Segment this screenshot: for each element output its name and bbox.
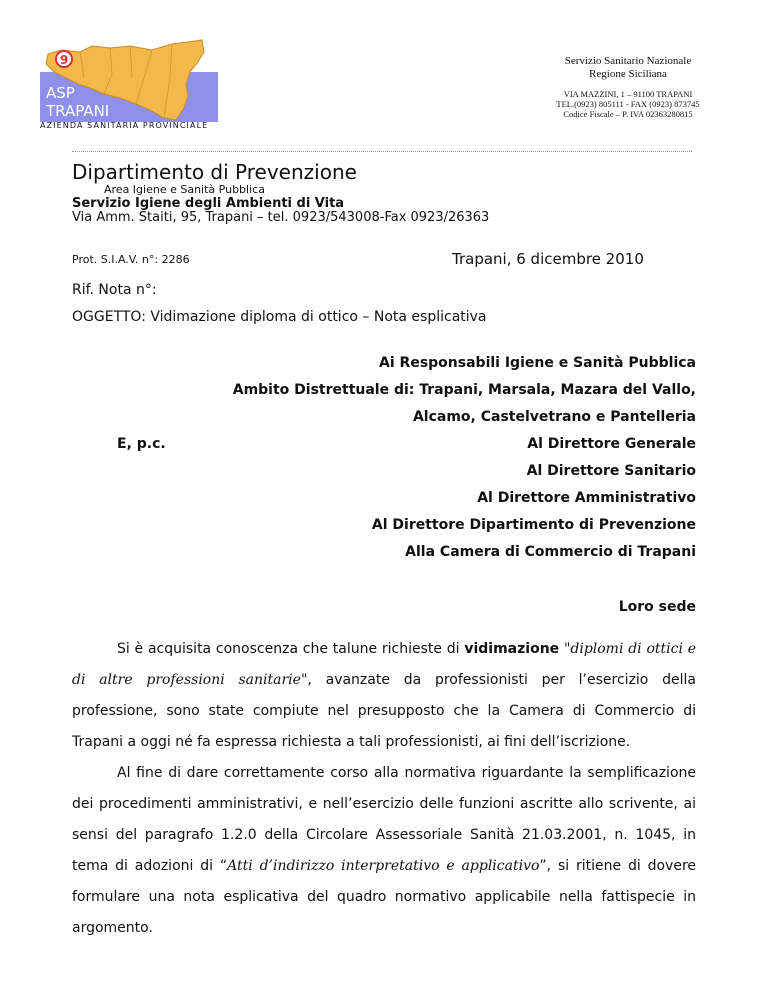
body-paragraph-2 [72, 758, 696, 944]
protocol-number: Prot. S.I.A.V. n°: 2286 [72, 253, 190, 266]
recipient-line: Ambito Distrettuale di: Trapani, Marsala, Mazara del Vallo, [232, 382, 696, 398]
para1-text-d: , avanzate da professionisti per l’esercizio della professione, sono state compiute nel presupposto che la Camera di Commercio di Trapani a oggi né fa espressa richiesta a tali professionisti, ai fini dell’iscrizione. [72, 672, 696, 750]
para2-text-a: Al fine di dare correttamente corso alla normativa riguardante la semplificazione dei procedimenti amministrativi, e nell’esercizio delle funzioni ascritte allo scrivente, ai sensi del paragrafo 1.2.0 della Circolare Assessoriale Sanità 21.03.2001, n. 1045, in tema di adozioni di “ [72, 765, 696, 874]
department-address: Via Amm. Staiti, 95, Trapani – tel. 0923/543008-Fax 0923/26363 [72, 210, 490, 225]
org-line-2: Regione Siciliana [589, 68, 667, 80]
department-title: Dipartimento di Prevenzione [72, 160, 357, 184]
org-phone: TEL.(0923) 805111 - FAX (0923) 873745 [556, 99, 700, 109]
sicily-map-logo-graphic [40, 38, 218, 134]
letter-date: Trapani, 6 dicembre 2010 [452, 250, 644, 268]
epc-label: E, p.c. [117, 436, 166, 452]
department-area: Area Igiene e Sanità Pubblica [104, 183, 265, 196]
org-line-1: Servizio Sanitario Nazionale [564, 55, 692, 67]
asp-trapani-logo [40, 38, 218, 134]
recipient-line: Al Direttore Generale [527, 436, 696, 452]
para2-italic: Atti d’indirizzo interpretativo e applicativo [227, 858, 540, 874]
department-service: Servizio Igiene degli Ambienti di Vita [72, 196, 345, 211]
recipient-line: Al Direttore Amministrativo [477, 490, 696, 506]
para1-italic: "diplomi di ottici e di altre professioni sanitarie" [72, 641, 696, 688]
loro-sede: Loro sede [618, 599, 696, 615]
recipient-line: Al Direttore Dipartimento di Prevenzione [371, 517, 696, 533]
org-address: VIA MAZZINI, 1 – 91100 TRAPANI [563, 89, 693, 99]
recipient-line: Alcamo, Castelvetrano e Pantelleria [412, 409, 696, 425]
para2-text-c: ”, si ritiene di dovere formulare una nota esplicativa del quadro normativo applicabile nella fattispecie in argomento. [72, 858, 696, 936]
reference-note: Rif. Nota n°: [72, 282, 157, 298]
para1-text-a: Si è acquisita conoscenza che talune richieste di [117, 641, 465, 657]
logo-line-asp: ASP [46, 84, 75, 102]
para1-bold: vidimazione [464, 641, 560, 657]
logo-line-trapani: TRAPANI [46, 102, 110, 120]
recipient-line: Ai Responsabili Igiene e Sanità Pubblica [379, 355, 696, 371]
recipient-line: Alla Camera di Commercio di Trapani [405, 544, 696, 560]
recipient-line: Al Direttore Sanitario [526, 463, 696, 479]
logo-subtitle: AZIENDA SANITARIA PROVINCIALE [40, 121, 209, 130]
letter-subject: OGGETTO: Vidimazione diploma di ottico – Nota esplicativa [72, 309, 487, 325]
logo-number: 9 [59, 53, 69, 67]
header-divider [72, 151, 692, 152]
org-tax-code: Codice Fiscale – P. IVA 02363280815 [563, 109, 693, 119]
body-paragraph-1 [72, 634, 696, 758]
